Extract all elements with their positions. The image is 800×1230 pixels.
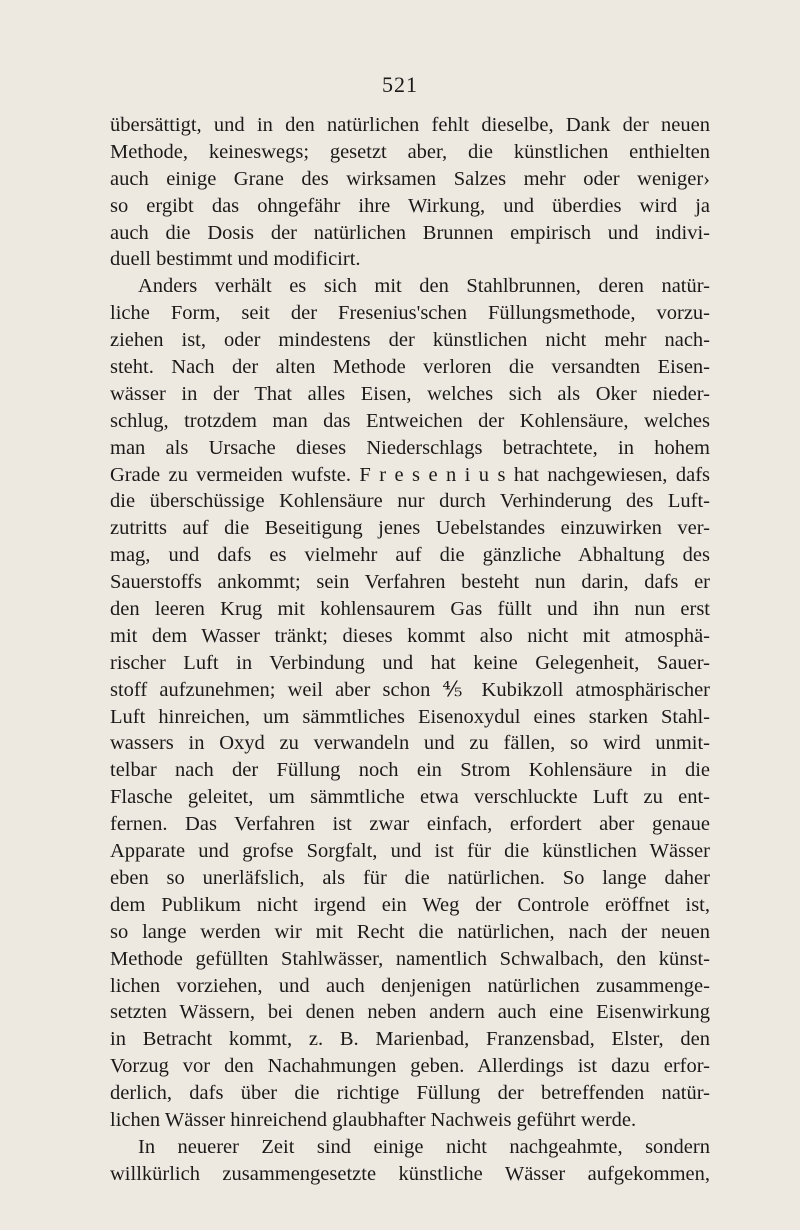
text-line: so lange werden wir mit Recht die natürlichen, nach der neuen: [110, 920, 710, 943]
text-line: Methode, keineswegs; gesetzt aber, die künstlichen enthielten: [110, 140, 710, 163]
text-line: zutritts auf die Beseitigung jenes Uebelstandes einzuwirken ver-: [110, 517, 710, 540]
text-line: setzten Wässern, bei denen neben andern auch eine Eisenwirkung: [110, 1001, 710, 1024]
text-line: in Betracht kommt, z. B. Marienbad, Franzensbad, Elster, den: [110, 1028, 710, 1051]
text-line: Methode gefüllten Stahlwässer, namentlich Schwalbach, den künst-: [110, 947, 710, 970]
text-line: Flasche geleitet, um sämmtliche etwa verschluckte Luft zu ent-: [110, 786, 710, 809]
text-line: man als Ursache dieses Niederschlags betrachtete, in hohem: [110, 436, 710, 459]
text-line: übersättigt, und in den natürlichen fehlt dieselbe, Dank der neuen: [110, 114, 710, 136]
text-line: Vorzug vor den Nachahmungen geben. Allerdings ist dazu erfor-: [110, 1055, 710, 1078]
body-text: [110, 112, 710, 1188]
text-line: lichen Wässer hinreichend glaubhafter Nachweis geführt werde.: [110, 1108, 637, 1131]
text-line: schlug, trotzdem man das Entweichen der Kohlensäure, welches: [110, 409, 710, 432]
text-line: stoff aufzunehmen; weil aber schon ⅘ Kubikzoll atmosphärischer: [110, 678, 710, 701]
text-line: liche Form, seit der Fresenius'schen Füllungsmethode, vorzu-: [110, 302, 710, 325]
text-line: dem Publikum nicht irgend ein Weg der Controle eröffnet ist,: [110, 893, 710, 916]
text-line: derlich, dafs über die richtige Füllung der betreffenden natür-: [110, 1082, 710, 1105]
text-line: auch einige Grane des wirksamen Salzes mehr oder weniger›: [110, 167, 710, 190]
text-line: Sauerstoffs ankommt; sein Verfahren besteht nun darin, dafs er: [110, 571, 710, 594]
text-line: In neuerer Zeit sind einige nicht nachgeahmte, sondern: [138, 1135, 710, 1158]
text-line: die überschüssige Kohlensäure nur durch Verhinderung des Luft-: [110, 490, 710, 513]
text-line: mit dem Wasser tränkt; dieses kommt also nicht mit atmosphä-: [110, 624, 710, 647]
text-line: lichen vorziehen, und auch denjenigen natürlichen zusammenge-: [110, 974, 710, 997]
text-line: Anders verhält es sich mit den Stahlbrunnen, deren natür-: [138, 275, 710, 298]
text-line: Luft hinreichen, um sämmtliches Eisenoxydul eines starken Stahl-: [110, 705, 710, 728]
text-line: eben so unerläfslich, als für die natürlichen. So lange daher: [110, 866, 710, 889]
text-line: wässer in der That alles Eisen, welches sich als Oker nieder-: [110, 382, 710, 405]
text-line: mag, und dafs es vielmehr auf die gänzliche Abhaltung des: [110, 544, 710, 567]
page-number: 521: [382, 72, 418, 97]
text-line: ziehen ist, oder mindestens der künstlichen nicht mehr nach-: [110, 329, 710, 352]
text-line: willkürlich zusammengesetzte künstliche Wässer aufgekommen,: [110, 1162, 710, 1185]
text-line: so ergibt das ohngefähr ihre Wirkung, und überdies wird ja: [110, 194, 710, 217]
text-line: Grade zu vermeiden wufste. F r e s e n i u s hat nachgewiesen, dafs: [110, 463, 710, 486]
text-line: telbar nach der Füllung noch ein Strom Kohlensäure in die: [110, 759, 710, 782]
text-line: fernen. Das Verfahren ist zwar einfach, erfordert aber genaue: [110, 813, 710, 836]
text-line: rischer Luft in Verbindung und hat keine Gelegenheit, Sauer-: [110, 651, 710, 674]
text-line: auch die Dosis der natürlichen Brunnen empirisch und indivi-: [110, 221, 710, 244]
text-line: wassers in Oxyd zu verwandeln und zu fällen, so wird unmit-: [110, 732, 710, 755]
text-line: Apparate und grofse Sorgfalt, und ist für die künstlichen Wässer: [110, 840, 710, 863]
text-line: den leeren Krug mit kohlensaurem Gas füllt und ihn nun erst: [110, 598, 710, 621]
text-line: duell bestimmt und modificirt.: [110, 248, 361, 271]
text-line: steht. Nach der alten Methode verloren die versandten Eisen-: [110, 356, 710, 379]
